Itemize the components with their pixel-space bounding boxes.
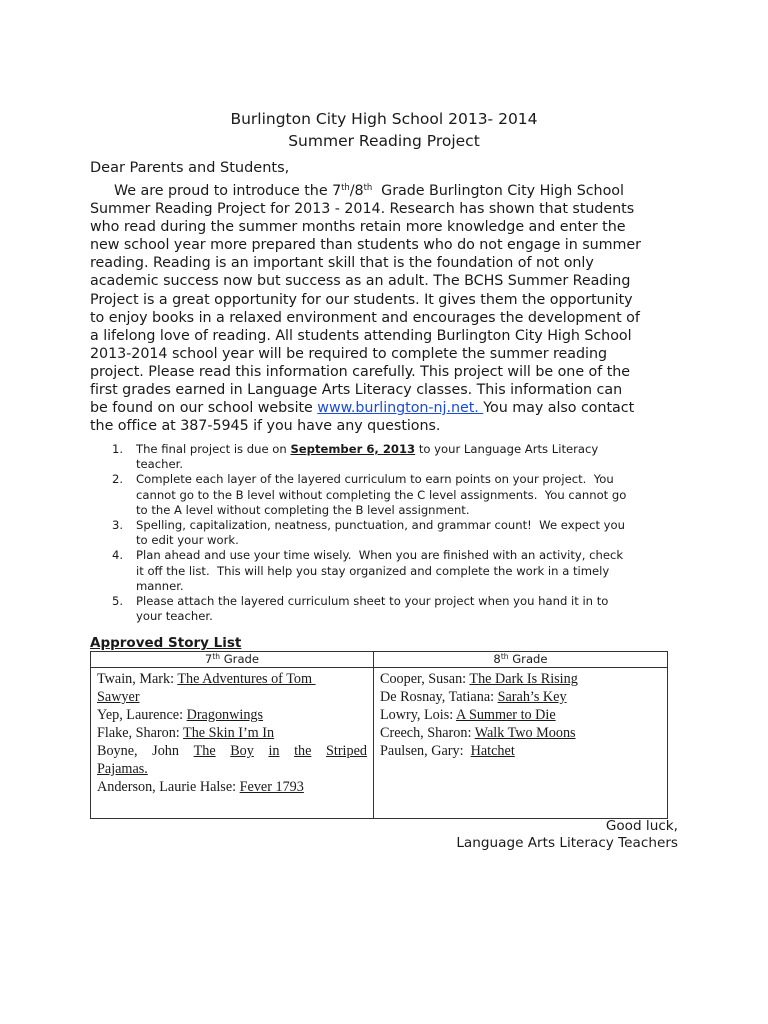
book-title: The Adventures of Tom [177, 671, 316, 687]
book-entry: Twain, Mark: The Adventures of Tom [97, 671, 316, 687]
book-title: The Skin I’m In [183, 725, 275, 741]
table-row [91, 668, 668, 819]
book-entry-continued [97, 760, 367, 778]
paragraph-line: We are proud to introduce the 7th/8th Grade Burlington City High School [114, 183, 624, 199]
list-item: 3. Spelling, capitalization, neatness, punctuation, and grammar count! We expect you to edit your work. [112, 518, 625, 548]
list-item: 2. Complete each layer of the layered curriculum to earn points on your project. You cannot go to the B level without completing the C level assignments. You cannot go to the A level without completing the B level assignment. [112, 472, 627, 517]
greeting: Dear Parents and Students, [90, 160, 290, 176]
closing-line: Good luck, [605, 818, 678, 834]
column-header-7th-grade: 7th Grade [91, 652, 374, 668]
book-title: Hatchet [470, 743, 515, 759]
book-title: Striped [325, 743, 367, 759]
grade-7-book-list [91, 668, 374, 819]
book-title: Pajamas. [97, 761, 148, 777]
table-header-row [91, 652, 668, 668]
intro-paragraph [90, 182, 682, 435]
document-subtitle: Summer Reading Project [288, 132, 480, 150]
list-number: 3. [112, 518, 124, 533]
book-entry: Boyne, John The Boy in the Striped [97, 743, 367, 759]
book-entry: Creech, Sharon: Walk Two Moons [380, 725, 576, 741]
book-entry: Anderson, Laurie Halse: Fever 1793 [97, 779, 304, 795]
document-title: Burlington City High School 2013- 2014 [230, 110, 538, 128]
book-entry-continued [97, 688, 367, 706]
book-title: A Summer to Die [455, 707, 556, 723]
book-entry: Flake, Sharon: The Skin I’m In [97, 725, 275, 741]
book-entry: Paulsen, Gary: Hatchet [380, 743, 515, 759]
book-title: Sawyer [97, 689, 140, 705]
book-entry: Yep, Laurence: Dragonwings [97, 707, 264, 723]
paragraph-line: 2013-2014 school year will be required to complete the summer reading [90, 345, 607, 362]
list-number: 1. [112, 442, 124, 456]
paragraph-line: the office at 387-5945 if you have any questions. [90, 418, 441, 435]
instructions-list [90, 442, 680, 624]
paragraph-line: to enjoy books in a relaxed environment and encourages the development of [90, 309, 640, 326]
paragraph-line: first grades earned in Language Arts Literacy classes. This information can [90, 382, 623, 399]
list-item: 5. Please attach the layered curriculum sheet to your project when you hand it in to your teacher. [112, 594, 609, 624]
grade-8-book-list [374, 668, 668, 819]
book-entry: Lowry, Lois: A Summer to Die [380, 707, 556, 723]
book-title: The Dark Is Rising [469, 671, 578, 687]
book-title: the [294, 743, 312, 759]
story-list-heading: Approved Story List [90, 635, 242, 651]
paragraph-line: reading. Reading is an important skill that is the foundation of not only [90, 255, 594, 272]
paragraph-line: academic success now but success as an adult. The BCHS Summer Reading [90, 273, 631, 290]
list-item: 1. The final project is due on September 6, 2013 to your Language Arts Literacy teacher. [112, 442, 599, 472]
paragraph-line: project. Please read this information carefully. This project will be one of the [90, 363, 631, 380]
list-number: 4. [112, 548, 124, 563]
paragraph-line: Summer Reading Project for 2013 - 2014. Research has shown that students [90, 201, 635, 218]
book-title: in [268, 743, 280, 759]
paragraph-line: a lifelong love of reading. All students attending Burlington City High School [90, 327, 632, 344]
book-title: Dragonwings [186, 707, 264, 723]
book-title: Sarah’s Key [497, 689, 567, 705]
book-title: Walk Two Moons [474, 725, 576, 741]
list-item: 4. Plan ahead and use your time wisely. When you are finished with an activity, check it off the list. This will help you stay organized and complete the work in a timely manner. [112, 548, 624, 593]
book-title: The [193, 743, 216, 759]
due-date: September 6, 2013 [290, 442, 416, 456]
book-title: Fever 1793 [239, 779, 304, 795]
story-list-table [90, 651, 668, 819]
signature-line: Language Arts Literacy Teachers [456, 835, 678, 851]
list-number: 2. [112, 472, 124, 487]
paragraph-line: Project is a great opportunity for our students. It gives them the opportunity [90, 291, 633, 308]
book-entry: Cooper, Susan: The Dark Is Rising [380, 671, 578, 687]
paragraph-line: new school year more prepared than students who do not engage in summer [90, 237, 641, 254]
book-title: Boy [230, 743, 254, 759]
school-website-link[interactable]: www.burlington-nj.net. [317, 400, 484, 417]
book-entry: De Rosnay, Tatiana: Sarah’s Key [380, 689, 567, 705]
paragraph-line: be found on our school website www.burlington-nj.net. You may also contact [90, 400, 635, 417]
paragraph-line: who read during the summer months retain more knowledge and enter the [90, 219, 626, 236]
column-header-8th-grade: 8th Grade [374, 652, 668, 668]
list-number: 5. [112, 594, 124, 609]
